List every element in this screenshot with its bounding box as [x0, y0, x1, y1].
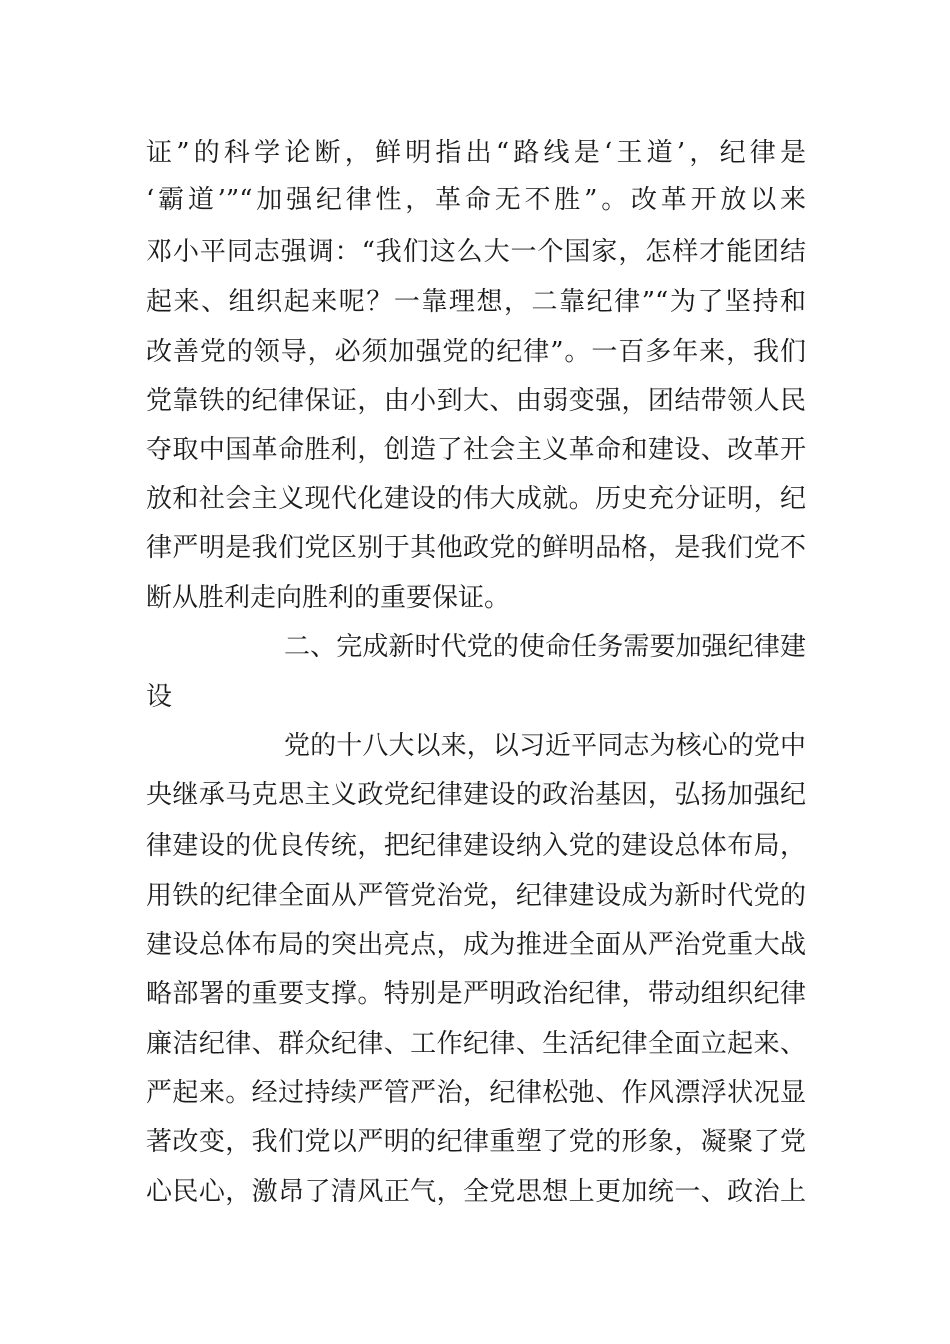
paragraph-line: 断从胜利走向胜利的重要保证。 [146, 583, 511, 613]
paragraph-line: 党靠铁的纪律保证，由小到大、由弱变强，团结带领人民 [146, 386, 806, 416]
paragraph-line: 律严明是我们党区别于其他政党的鲜明品格，是我们党不 [146, 533, 806, 563]
paragraph-line: 用铁的纪律全面从严管党治党，纪律建设成为新时代党的 [146, 881, 806, 911]
paragraph-line: 证”的科学论断，鲜明指出“路线是‘王道’，纪律是 [146, 138, 806, 168]
paragraph-line: 邓小平同志强调：“我们这么大一个国家，怎样才能团结 [146, 237, 806, 267]
paragraph-line: 放和社会主义现代化建设的伟大成就。历史充分证明，纪 [146, 484, 806, 514]
paragraph-line: 党的十八大以来，以习近平同志为核心的党中 [284, 731, 806, 761]
paragraph-line: 廉洁纪律、群众纪律、工作纪律、生活纪律全面立起来、 [146, 1029, 806, 1059]
paragraph-line: 著改变，我们党以严明的纪律重塑了党的形象，凝聚了党 [146, 1127, 806, 1157]
paragraph-line: 略部署的重要支撑。特别是严明政治纪律，带动组织纪律 [146, 979, 806, 1009]
paragraph-line: 改善党的领导，必须加强党的纪律”。一百多年来，我们 [146, 337, 806, 367]
section-heading-continuation: 设 [146, 682, 173, 712]
section-heading: 二、完成新时代党的使命任务需要加强纪律建 [284, 632, 806, 662]
paragraph-line: 心民心，激昂了清风正气，全党思想上更加统一、政治上 [146, 1177, 806, 1207]
paragraph-line: 律建设的优良传统，把纪律建设纳入党的建设总体布局， [146, 831, 806, 861]
paragraph-line: 严起来。经过持续严管严治，纪律松弛、作风漂浮状况显 [146, 1078, 806, 1108]
paragraph-line: 夺取中国革命胜利，创造了社会主义革命和建设、改革开 [146, 435, 806, 465]
paragraph-line: 建设总体布局的突出亮点，成为推进全面从严治党重大战 [146, 930, 806, 960]
paragraph-line: 央继承马克思主义政党纪律建设的政治基因，弘扬加强纪 [146, 780, 806, 810]
paragraph-line: ‘霸道’”“加强纪律性，革命无不胜”。改革开放以来 [146, 185, 806, 215]
paragraph-line: 起来、组织起来呢？一靠理想，二靠纪律”“为了坚持和 [146, 287, 806, 317]
